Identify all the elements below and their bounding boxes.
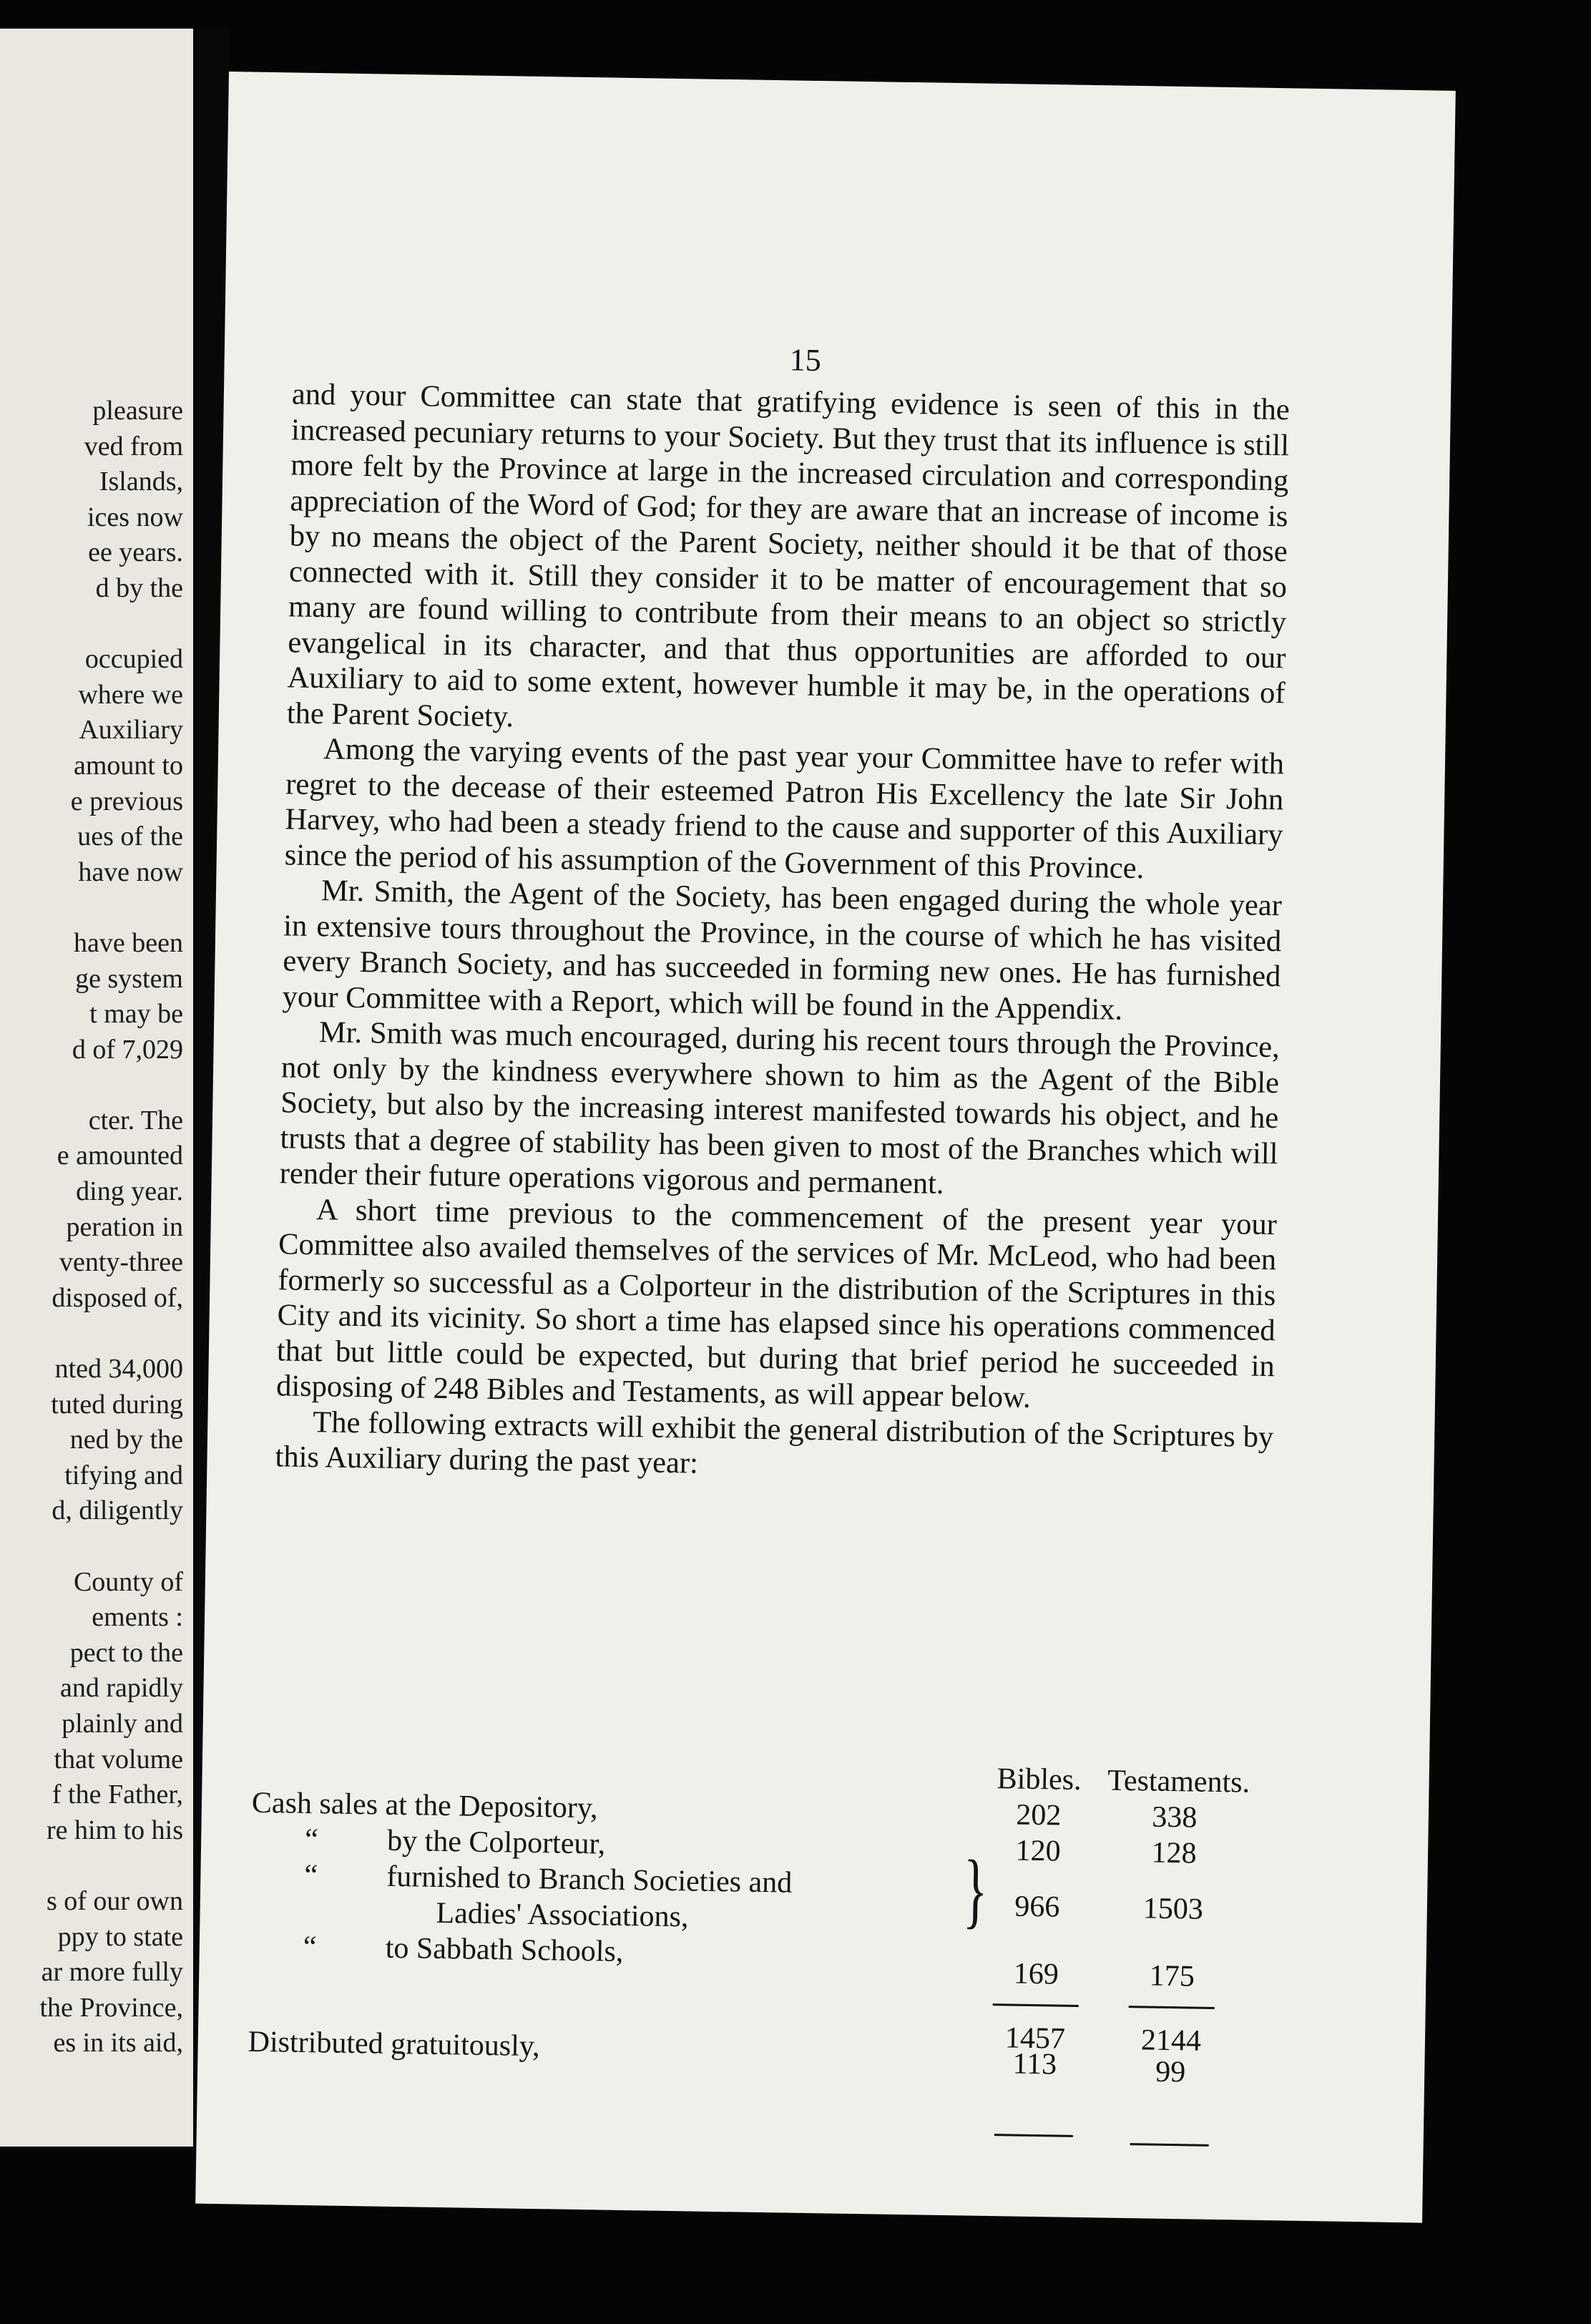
left-page-line bbox=[39, 607, 183, 643]
body-text bbox=[275, 376, 1290, 1490]
bibles-cell: 202 bbox=[1016, 1798, 1062, 1832]
left-page-line: e previous bbox=[70, 786, 183, 816]
left-page-line: ppy to state bbox=[57, 1921, 183, 1952]
row-label: Distributed gratuitously, bbox=[248, 2025, 540, 2064]
paragraph-2: Among the varying events of the past year your Committee have to refer with regret to the decease of their esteemed Patron His Excellency the late Sir John Harvey, who had been a steady friend to the cause and supporter of this Auxiliary since the period of his assumption of the Government of this Province. bbox=[284, 732, 1285, 885]
paragraph-5: A short time previous to the commencement of the present year your Committee also availed themselves of the services of Mr. McLeod, who had been formerly so successful as a Colporteur in the distribution of the Scriptures in this City and its vicinity. So short a time has elapsed since his operations commenced that but little could be expected, but during that brief period he succeeded in disposing of 248 Bibles and Testaments, as will appear below. bbox=[275, 1192, 1278, 1415]
testaments-cell: 175 bbox=[1149, 1959, 1195, 1993]
bibles-cell: 113 bbox=[1012, 2047, 1057, 2081]
left-page-line: ned by the bbox=[69, 1425, 183, 1455]
ditto-mark: “ bbox=[304, 1858, 318, 1893]
paragraph-6: The following extracts will exhibit the general distribution of the Scriptures by this Auxiliary during the past year: bbox=[275, 1405, 1274, 1480]
left-page-line: pect to the bbox=[69, 1637, 183, 1668]
left-page-line: d of 7,029 bbox=[72, 1034, 183, 1065]
left-page-line: disposed of, bbox=[52, 1282, 183, 1313]
left-page-line: tifying and bbox=[64, 1460, 183, 1490]
left-page-line: Auxiliary bbox=[79, 715, 183, 746]
testaments-cell: 1503 bbox=[1142, 1892, 1204, 1926]
left-page-line: d by the bbox=[95, 572, 183, 603]
left-page-line: ved from bbox=[84, 431, 183, 462]
main-page bbox=[195, 72, 1456, 2223]
row-label: Cash sales at the Depository, bbox=[251, 1786, 598, 1825]
left-page-line bbox=[39, 890, 183, 926]
left-facing-page bbox=[0, 29, 193, 2147]
left-page-line: peration in bbox=[66, 1211, 183, 1242]
row-label: by the Colporteur, bbox=[386, 1824, 606, 1861]
column-header-testaments: Testaments. bbox=[1107, 1764, 1250, 1800]
left-page-line: s of our own bbox=[46, 1885, 183, 1916]
left-page-line: and rapidly bbox=[59, 1673, 183, 1704]
paragraph-4: Mr. Smith was much encouraged, during his recent tours through the Province, not only by the kindness everywhere shown to him as the Agent of the Bible Society, but also by the increasing interest manifested towards his object, and he trusts that a degree of stability has been given to most of the Branches which will render their future operations vigorous and permanent. bbox=[279, 1015, 1281, 1201]
sum-rule-bibles bbox=[993, 2003, 1079, 2007]
page-number: 15 bbox=[789, 342, 822, 379]
ditto-mark: “ bbox=[304, 1822, 319, 1857]
total-testaments: 2144 bbox=[1140, 2023, 1202, 2058]
total-bibles: 1457 bbox=[1004, 2021, 1066, 2056]
left-page-line: d, diligently bbox=[52, 1495, 183, 1526]
closing-rule-testaments bbox=[1130, 2143, 1209, 2147]
left-page-line: ements : bbox=[92, 1602, 183, 1633]
testaments-cell: 338 bbox=[1151, 1800, 1198, 1835]
closing-rule-bibles bbox=[994, 2134, 1073, 2137]
row-label: to Sabbath Schools, bbox=[385, 1931, 624, 1968]
bibles-cell: 120 bbox=[1015, 1834, 1061, 1868]
left-page-line: re him to his bbox=[46, 1815, 183, 1845]
row-label-continued: Ladies' Associations, bbox=[436, 1896, 689, 1934]
left-page-line: venty-three bbox=[59, 1247, 183, 1278]
left-page-line: t may be bbox=[89, 999, 183, 1030]
paragraph-3: Mr. Smith, the Agent of the Society, has been engaged during the whole year in extensive tours throughout the Province, in the course of which he has visited every Branch Society, and has succeeded in forming new ones. He has furnished your Committee with a Report, which will be found in the Appendix. bbox=[282, 874, 1283, 1027]
left-page-line: plainly and bbox=[62, 1708, 183, 1739]
left-page-line: tuted during bbox=[51, 1389, 183, 1420]
ditto-mark: “ bbox=[303, 1930, 317, 1964]
left-page-text bbox=[39, 394, 183, 2061]
left-page-line: ding year. bbox=[76, 1176, 183, 1207]
left-page-line: Islands, bbox=[99, 467, 183, 497]
left-page-line: amount to bbox=[73, 750, 183, 781]
left-page-line: County of bbox=[73, 1566, 183, 1597]
distribution-table bbox=[248, 1750, 1276, 2096]
left-page-line: have now bbox=[78, 856, 183, 887]
left-page-line: pleasure bbox=[92, 396, 183, 426]
brace-mark: } bbox=[962, 1842, 989, 1937]
left-page-line: e amounted bbox=[57, 1141, 183, 1171]
left-page-line: have been bbox=[74, 927, 183, 958]
left-page-line: ues of the bbox=[77, 821, 183, 852]
left-page-line: f the Father, bbox=[52, 1779, 183, 1810]
paragraph-1: and your Committee can state that gratifying evidence is seen of this in the increased pecuniary returns to your Society. But they trust that its influence is still more felt by the Province at large in the increased circulation and corresponding appreciation of the Word of God; for they are aware that an increase of income is by no means the object of the Parent Society, neither should it be that of those connected with it. Still they consider it to be matter of encouragement that so many are found willing to contribute from their means to an object so strictly evangelical in its character, and that thus opportunities are afforded to our Auxiliary to aid to some extent, however humble it may be, in the operations of the Parent Society. bbox=[286, 377, 1291, 733]
row-label: furnished to Branch Societies and bbox=[386, 1860, 793, 1900]
testaments-cell: 128 bbox=[1151, 1836, 1197, 1870]
left-page-line: the Province, bbox=[39, 1992, 183, 2023]
left-page-line: ee years. bbox=[88, 537, 183, 568]
bibles-cell: 169 bbox=[1013, 1957, 1059, 1991]
bibles-cell: 966 bbox=[1014, 1890, 1060, 1924]
left-page-line: cter. The bbox=[88, 1105, 183, 1136]
left-page-line: ar more fully bbox=[41, 1957, 183, 1988]
column-header-bibles: Bibles. bbox=[997, 1762, 1082, 1797]
left-page-line bbox=[39, 1529, 183, 1565]
left-page-line: that volume bbox=[54, 1744, 183, 1774]
left-page-line: nted 34,000 bbox=[54, 1354, 183, 1385]
left-page-line: es in its aid, bbox=[53, 2028, 183, 2059]
left-page-line: where we bbox=[78, 679, 183, 710]
left-page-line bbox=[39, 1068, 183, 1103]
testaments-cell: 99 bbox=[1155, 2055, 1186, 2089]
sum-rule-testaments bbox=[1129, 2006, 1215, 2009]
left-page-line bbox=[39, 1316, 183, 1352]
left-page-line: occupied bbox=[84, 644, 183, 675]
left-page-line: ge system bbox=[75, 963, 183, 994]
left-page-line bbox=[39, 1848, 183, 1884]
left-page-line: ices now bbox=[87, 502, 183, 532]
